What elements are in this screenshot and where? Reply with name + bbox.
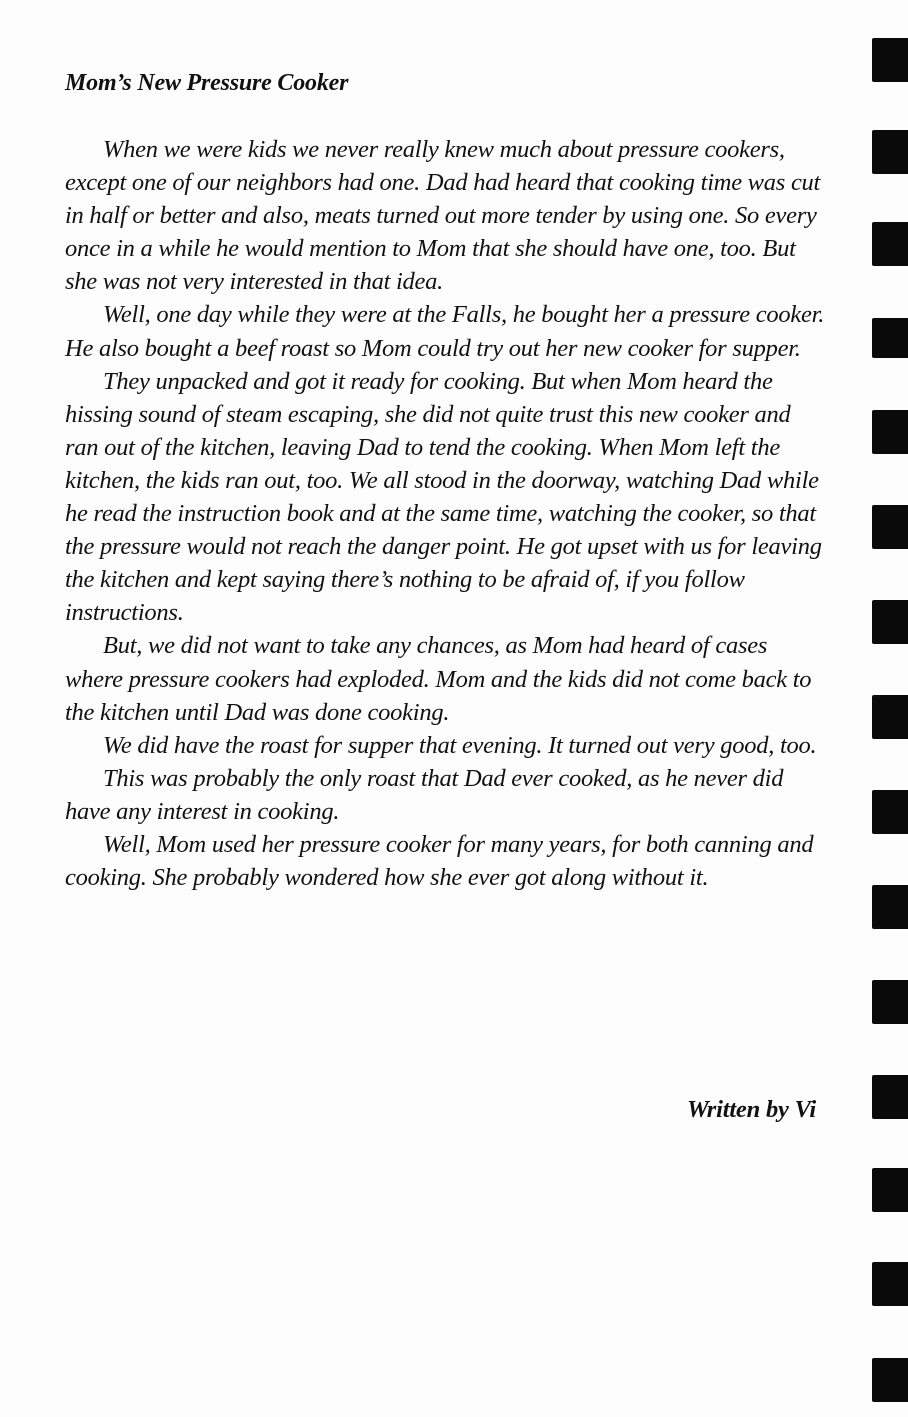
binding-hole: [872, 222, 908, 266]
paragraph-6: This was probably the only roast that Dad ever cooked, as he never did have any interest in cooking.: [65, 764, 784, 825]
binding-hole: [872, 1358, 908, 1402]
binding-hole: [872, 695, 908, 739]
binding-hole: [872, 1168, 908, 1212]
binding-hole: [872, 980, 908, 1024]
binding-hole: [872, 600, 908, 644]
binding-hole: [872, 130, 908, 174]
binding-hole: [872, 410, 908, 454]
binding-hole: [872, 1075, 908, 1119]
paragraph-4: But, we did not want to take any chances, as Mom had heard of cases where pressure cookers had exploded. Mom and the kids did not come back to the kitchen until Dad was done cooking.: [65, 632, 812, 726]
binding-hole: [872, 885, 908, 929]
author-signature: Written by Vi: [687, 1096, 816, 1123]
paragraph-7: Well, Mom used her pressure cooker for many years, for both canning and cooking. She probably wondered how she ever got along without it.: [65, 830, 814, 892]
binding-hole: [872, 505, 908, 549]
paragraph-3: They unpacked and got it ready for cooking. But when Mom heard the hissing sound of steam escaping, she did not quite trust this new cooker and ran out of the kitchen, leaving Dad to tend the cooking. When Mom left the kitchen, the kids ran out, too. We all stood in the doorway, watching Dad while he read the instruction book and at the same time, watching the cooker, so that the pressure would not reach the danger point. He got upset with us for leaving the kitchen and kept saying there’s nothing to be afraid of, if you follow instructions.: [65, 367, 822, 627]
page-title: Mom’s New Pressure Cooker: [65, 70, 349, 96]
binding-hole: [872, 790, 908, 834]
paragraph-1: When we were kids we never really knew much about pressure cookers, except one of our neighbors had one. Dad had heard that cooking time was cut in half or better and also, meats turned out more tender by using one. So every once in a while he would mention to Mom that she should have one, too. But she was not very interested in that idea.: [65, 136, 821, 296]
binding-hole: [872, 38, 908, 82]
paragraph-2: Well, one day while they were at the Falls, he bought her a pressure cooker. He also bought a beef roast so Mom could try out her new cooker for supper.: [65, 301, 825, 362]
binding-hole: [872, 318, 908, 358]
spiral-binding: [848, 0, 908, 1417]
binding-hole: [872, 1262, 908, 1306]
story-body: [65, 133, 825, 894]
paragraph-5: We did have the roast for supper that evening. It turned out very good, too.: [103, 731, 817, 759]
